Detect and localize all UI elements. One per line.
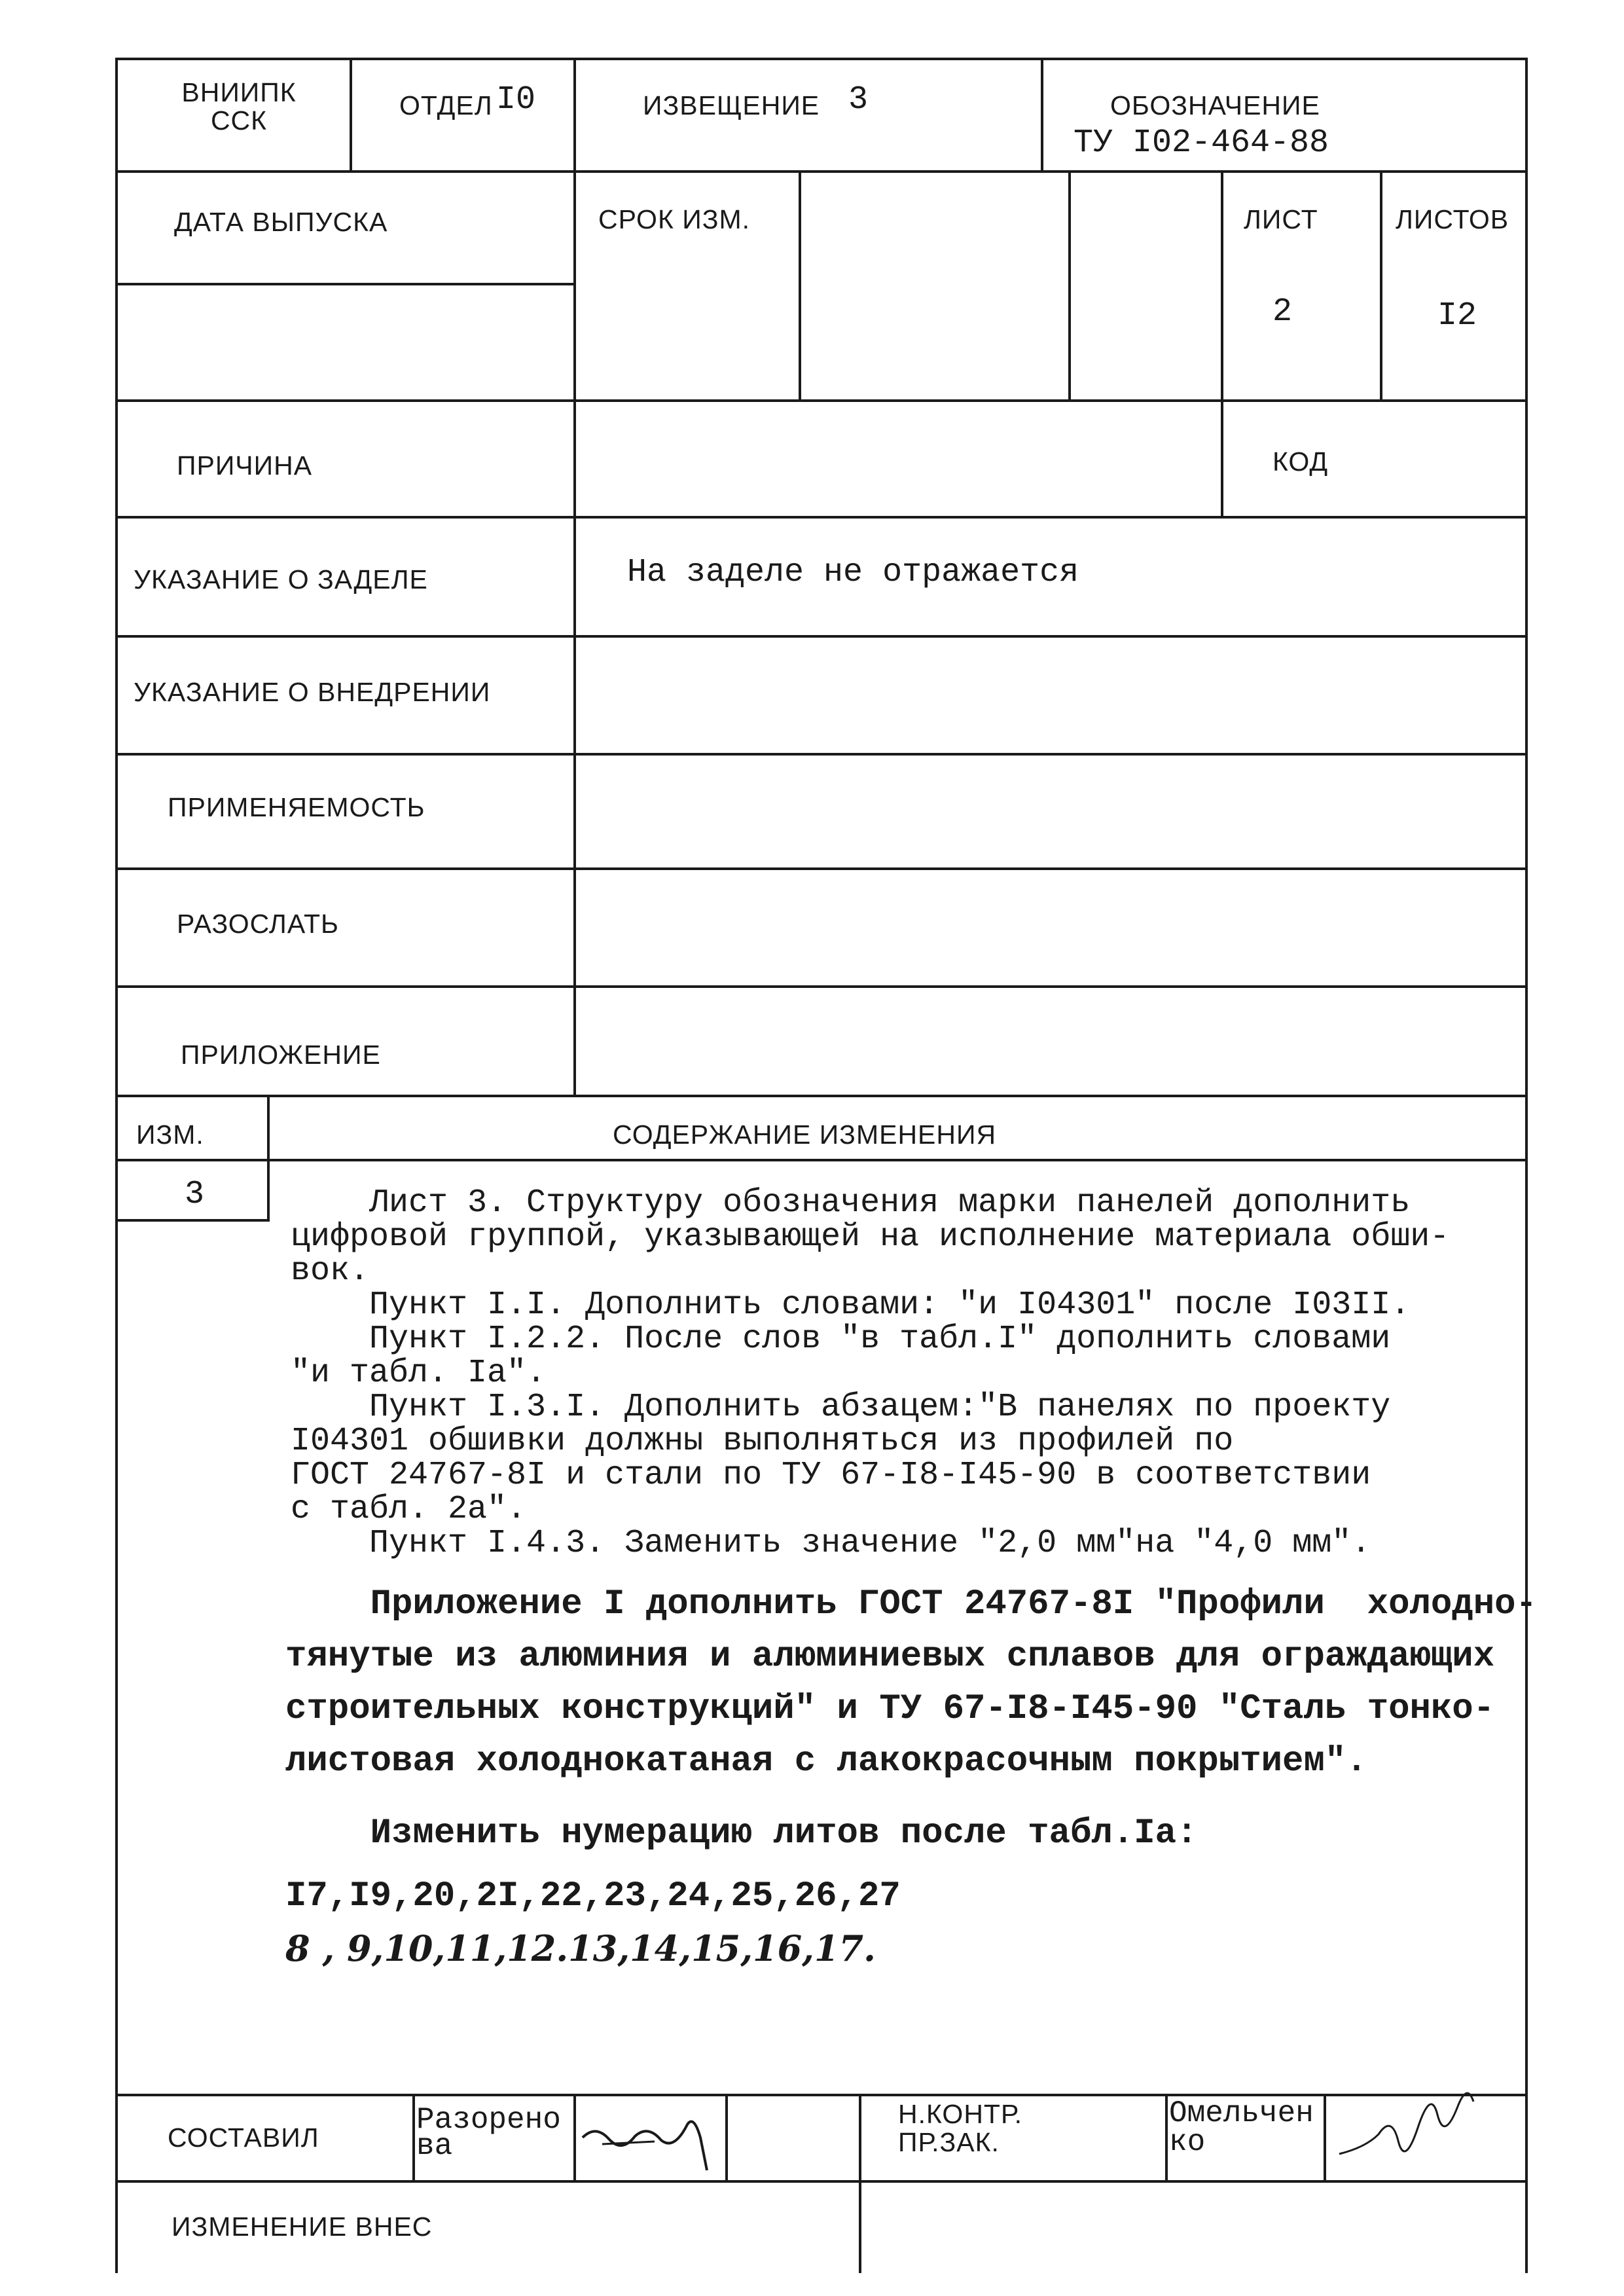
body-line: "и табл. Iа".	[291, 1355, 547, 1392]
reason-label: ПРИЧИНА	[177, 450, 313, 481]
divider	[115, 399, 1528, 402]
change-number-header: ИЗМ.	[136, 1120, 204, 1150]
body-line: Пункт I.2.2. После слов "в табл.I" дополнить словами	[291, 1321, 1391, 1358]
sheets-label: ЛИСТОВ	[1396, 204, 1509, 234]
sheets-value: I2	[1437, 297, 1477, 335]
appendix-line: тянутые из алюминия и алюминиевых сплавов для ограждающих	[285, 1637, 1495, 1677]
body-line: Пункт I.I. Дополнить словами: "и I04301" после I03II.	[291, 1286, 1411, 1324]
dept-value: I0	[496, 81, 536, 118]
applicability-label: ПРИМЕНЯЕМОСТЬ	[168, 792, 425, 822]
notice-label: ИЗВЕЩЕНИЕ	[643, 90, 820, 120]
divider	[1380, 170, 1382, 402]
divider	[115, 985, 1528, 988]
appendix-label: ПРИЛОЖЕНИЕ	[181, 1040, 381, 1070]
body-line: с табл. 2а".	[291, 1491, 527, 1528]
body-line: Лист 3. Структуру обозначения марки панелей дополнить	[291, 1184, 1411, 1222]
norm-control-label: Н.КОНТР. ПР.ЗАК.	[898, 2099, 1022, 2158]
signature-icon	[1326, 2069, 1490, 2180]
divider	[412, 2094, 415, 2180]
body-line: I04301 обшивки должны выполняться из профилей по	[291, 1423, 1234, 1460]
divider	[1221, 170, 1223, 519]
divider	[115, 170, 1528, 173]
change-made-label: ИЗМЕНЕНИЕ ВНЕС	[171, 2212, 433, 2242]
divider	[115, 1219, 268, 1222]
frame-top	[115, 58, 1528, 60]
divider	[1041, 58, 1043, 172]
new-sheet-numbers: 8 , 9,10,11,12.13,14,15,16,17.	[285, 1927, 876, 1969]
dept-label: ОТДЕЛ	[399, 90, 493, 120]
divider	[267, 1095, 270, 1222]
divider	[859, 2094, 861, 2273]
divider	[115, 2094, 1528, 2096]
divider	[115, 1095, 1528, 1097]
designation-value: ТУ I02-464-88	[1074, 124, 1329, 162]
old-sheet-numbers: I7,I9,20,2I,22,23,24,25,26,27	[285, 1876, 901, 1916]
appendix-line: Приложение I дополнить ГОСТ 24767-8I "Профили холодно-	[285, 1584, 1537, 1624]
deadline-label: СРОК ИЗМ.	[598, 204, 750, 234]
backlog-value: На заделе не отражается	[627, 554, 1079, 591]
org-label: ВНИИПК ССК	[181, 77, 297, 136]
sheet-label: ЛИСТ	[1244, 204, 1318, 234]
compiled-label: СОСТАВИЛ	[168, 2123, 319, 2153]
signature-icon	[576, 2098, 725, 2177]
compiled-name: Разоренова	[416, 2103, 561, 2163]
frame-right	[1525, 58, 1528, 2273]
divider	[350, 58, 352, 172]
body-line: вок.	[291, 1252, 370, 1290]
divider	[115, 635, 1528, 638]
distribute-label: РАЗОСЛАТЬ	[177, 909, 339, 939]
divider	[115, 753, 1528, 756]
appendix-line: листовая холоднокатаная с лакокрасочным покрытием".	[285, 1741, 1367, 1781]
body-line: цифровой группой, указывающей на исполнение материала обши-	[291, 1218, 1450, 1256]
frame-left	[115, 58, 118, 2273]
change-number-value: 3	[185, 1176, 205, 1213]
renumber-line: Изменить нумерацию литов после табл.Iа:	[285, 1813, 1198, 1853]
code-label: КОД	[1272, 446, 1329, 477]
body-line: Пункт I.4.3. Заменить значение "2,0 мм"на "4,0 мм".	[291, 1525, 1371, 1562]
change-content-header: СОДЕРЖАНИЕ ИЗМЕНЕНИЯ	[613, 1120, 997, 1150]
divider	[115, 1159, 1528, 1161]
divider	[115, 867, 1528, 870]
designation-label: ОБОЗНАЧЕНИЕ	[1110, 90, 1320, 120]
divider	[115, 516, 1528, 519]
divider	[1165, 2094, 1168, 2180]
implementation-label: УКАЗАНИЕ О ВНЕДРЕНИИ	[134, 677, 491, 707]
sheet-value: 2	[1272, 293, 1293, 331]
divider	[1068, 170, 1071, 402]
divider	[799, 170, 801, 402]
notice-value: 3	[848, 81, 869, 118]
body-line: ГОСТ 24767-8I и стали по ТУ 67-I8-I45-90 в соответствии	[291, 1457, 1371, 1494]
issue-date-label: ДАТА ВЫПУСКА	[174, 207, 388, 237]
body-line: Пункт I.3.I. Дополнить абзацем:"В панелях по проекту	[291, 1389, 1391, 1426]
divider	[725, 2094, 728, 2180]
divider	[115, 283, 575, 285]
appendix-line: строительных конструкций" и ТУ 67-I8-I45-90 "Сталь тонко-	[285, 1689, 1495, 1729]
divider	[573, 58, 576, 1096]
norm-control-name: Омельченко	[1169, 2096, 1314, 2159]
backlog-label: УКАЗАНИЕ О ЗАДЕЛЕ	[134, 564, 428, 594]
divider	[115, 2180, 1528, 2183]
